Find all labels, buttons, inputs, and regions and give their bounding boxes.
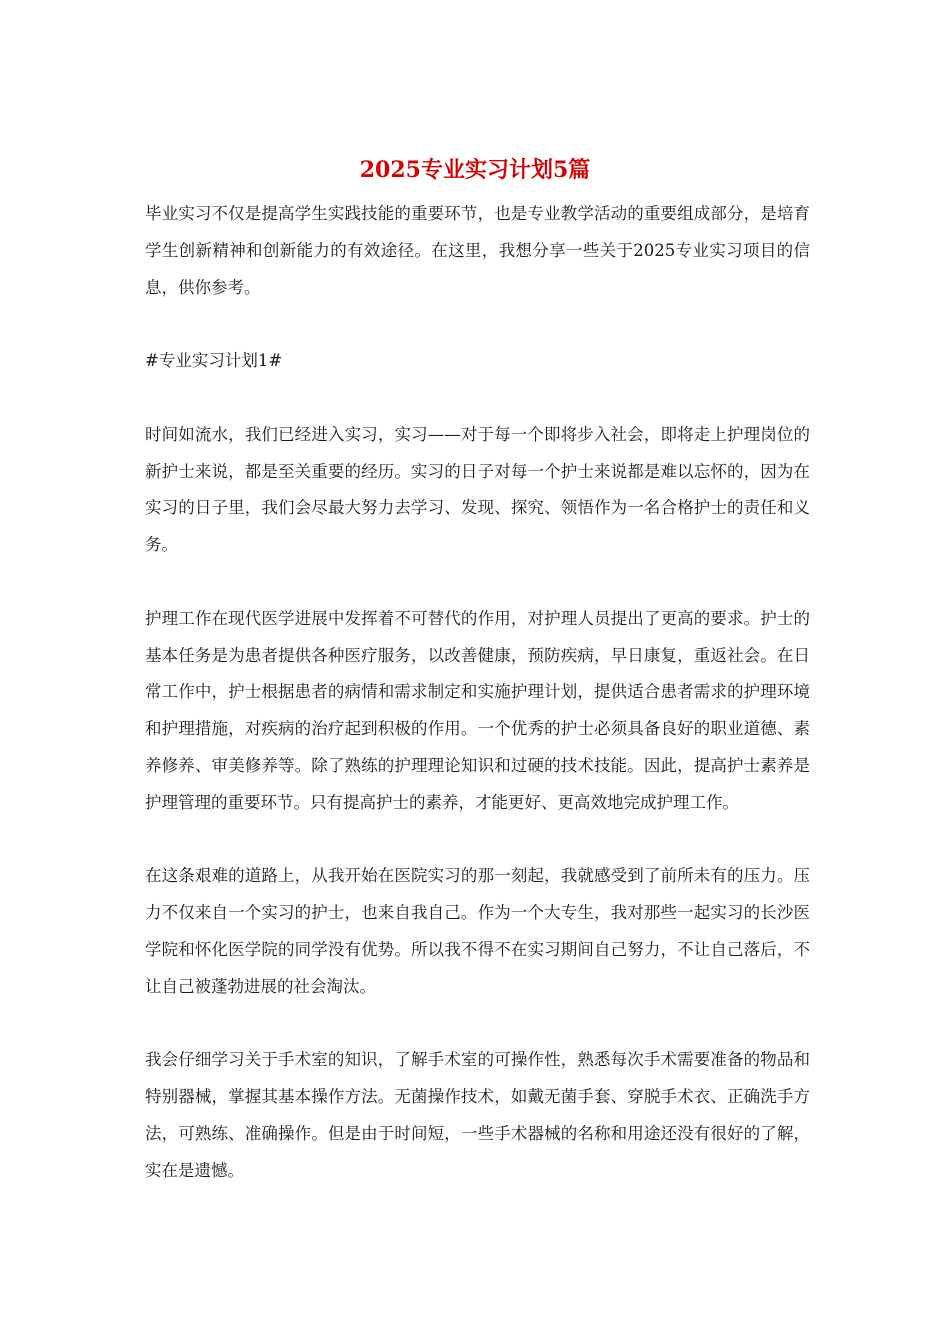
section-heading: #专业实习计划1# (145, 351, 283, 371)
document-title: 2025专业实习计划5篇 (359, 157, 591, 183)
paragraph-gap (145, 380, 810, 417)
paragraph-gap (145, 1006, 810, 1043)
paragraph-gap (145, 564, 810, 601)
paragraph-gap (145, 822, 810, 859)
document-body (145, 196, 810, 1190)
paragraph-gap (145, 306, 810, 343)
body-paragraph: 护理工作在现代医学进展中发挥着不可替代的作用，对护理人员提出了更高的要求。护士的基本任务是为患者提供各种医疗服务，以改善健康，预防疾病，早日康复，重返社会。在日常工作中，护士根据患者的病情和需求制定和实施护理计划，提供适合患者需求的护理环境和护理措施，对疾病的治疗起到积极的作用。一个优秀的护士必须具备良好的职业道德、素养修养、审美修养等。除了熟练的护理理论知识和过硬的技术技能。因此，提高护士素养是护理管理的重要环节。只有提高护士的素养，才能更好、更高效地完成护理工作。 (145, 608, 810, 812)
body-paragraph: 在这条艰难的道路上，从我开始在医院实习的那一刻起，我就感受到了前所未有的压力。压力不仅来自一个实习的护士，也来自我自己。作为一个大专生，我对那些一起实习的长沙医学院和怀化医学院的同学没有优势。所以我不得不在实习期间自己努力，不让自己落后，不让自己被蓬勃进展的社会淘汰。 (145, 866, 810, 996)
body-paragraph: 我会仔细学习关于手术室的知识，了解手术室的可操作性，熟悉每次手术需要准备的物品和特别器械，掌握其基本操作方法。无菌操作技术，如戴无菌手套、穿脱手术衣、正确洗手方法，可熟练、准确操作。但是由于时间短，一些手术器械的名称和用途还没有很好的了解，实在是遗憾。 (145, 1050, 810, 1180)
body-paragraph: 时间如流水，我们已经进入实习，实习——对于每一个即将步入社会，即将走上护理岗位的新护士来说，都是至关重要的经历。实习的日子对每一个护士来说都是难以忘怀的，因为在实习的日子里，我们会尽最大努力去学习、发现、探究、领悟作为一名合格护士的责任和义务。 (145, 424, 810, 555)
intro-paragraph: 毕业实习不仅是提高学生实践技能的重要环节，也是专业教学活动的重要组成部分，是培育学生创新精神和创新能力的有效途径。在这里，我想分享一些关于2025专业实习项目的信息，供你参考。 (145, 204, 810, 297)
